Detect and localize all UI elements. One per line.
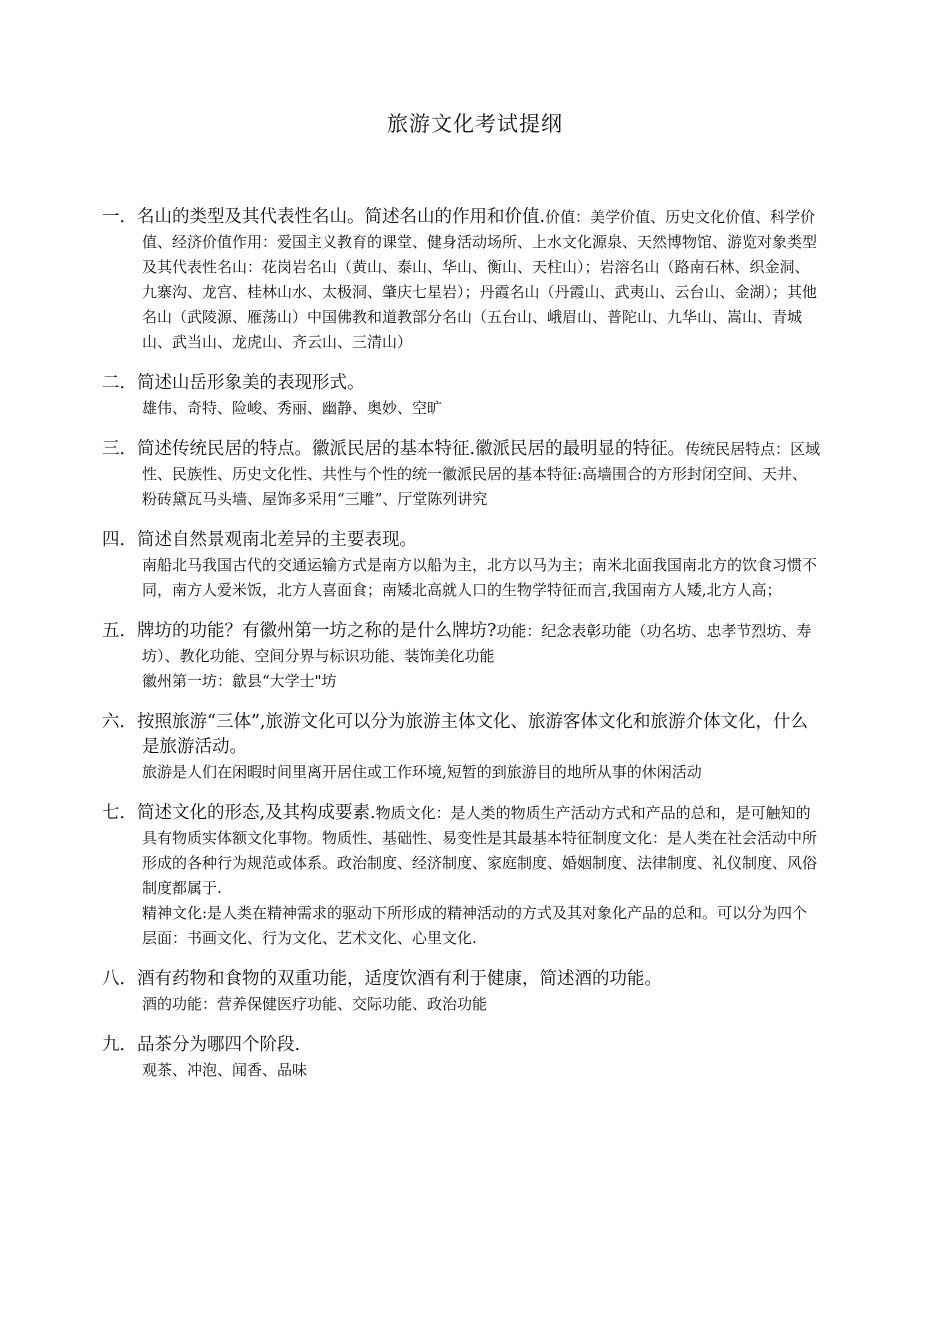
- section-answer: [122, 1058, 822, 1083]
- section-question: 牌坊的功能？有徽州第一坊之称的是什么牌坊?: [137, 621, 497, 641]
- section-answer: 传统民居特点：区域性、民族性、历史文化性、共性与个性的统一徽派民居的基本特征:高墙围合的方形封闭空间、天井、粉砖黛瓦马头墙、屋饰多采用“三雕”、厅堂陈列讲究: [142, 440, 821, 508]
- section-question: 简述传统民居的特点。徽派民居的基本特征.徽派民居的最明显的特征。: [137, 439, 686, 459]
- section-question: 按照旅游“三体”,旅游文化可以分为旅游主体文化、旅游客体文化和旅游介体文化，什么是旅游活动。: [137, 712, 808, 757]
- section-number: 五．: [102, 621, 137, 641]
- section-answer: [122, 992, 822, 1017]
- answer-paragraph: 旅游是人们在闲暇时间里离开居住或工作环境,短暂的到旅游目的地所从事的休闲活动: [142, 763, 702, 781]
- section-heading: [102, 528, 822, 553]
- section-answer: [122, 760, 822, 785]
- section-heading: [102, 205, 822, 355]
- section-heading: [102, 1033, 822, 1058]
- section-number: 一．: [102, 207, 137, 227]
- answer-paragraph: 精神文化:是人类在精神需求的驱动下所形成的精神活动的方式及其对象化产品的总和。可以分为四个层面：书画文化、行为文化、艺术文化、心里文化.: [142, 904, 808, 947]
- section-9: [102, 1033, 822, 1083]
- section-6: [102, 710, 822, 785]
- section-answer: 物质文化：是人类的物质生产活动方式和产品的总和，是可触知的具有物质实体额文化事物。物质性、基础性、易变性是其最基本特征制度文化：是人类在社会活动中所形成的各种行为规范或体系。政治制度、经济制度、家庭制度、婚姻制度、法律制度、礼仪制度、风俗制度都属于.: [142, 804, 818, 897]
- section-number: 四．: [102, 530, 137, 550]
- section-question: 简述文化的形态,及其构成要素.: [137, 803, 376, 823]
- section-3: [102, 437, 822, 512]
- section-answer: 功能：纪念表彰功能（功名坊、忠孝节烈坊、寿坊）、教化功能、空间分界与标识功能、装饰美化功能: [142, 622, 812, 665]
- section-number: 九．: [102, 1035, 137, 1055]
- section-question: 品茶分为哪四个阶段.: [137, 1035, 301, 1055]
- section-number: 七．: [102, 803, 137, 823]
- section-answer: [122, 553, 822, 603]
- section-1: [102, 205, 822, 355]
- section-number: 六．: [102, 712, 137, 732]
- section-heading: [102, 437, 822, 512]
- section-answer-extra: [122, 901, 822, 951]
- section-2: [102, 371, 822, 421]
- answer-paragraph: 南船北马我国古代的交通运输方式是南方以船为主，北方以马为主；南米北面我国南北方的饮食习惯不同，南方人爱米饭，北方人喜面食；南矮北高就人口的生物学特征而言,我国南方人矮,北方人高；: [142, 556, 818, 599]
- answer-paragraph: 酒的功能：营养保健医疗功能、交际功能、政治功能: [142, 995, 488, 1013]
- section-7: [102, 801, 822, 951]
- section-answer-extra: [122, 669, 822, 694]
- section-heading: [102, 801, 822, 901]
- document-title: 旅游文化考试提纲: [387, 112, 563, 136]
- section-5: [102, 619, 822, 694]
- document-content: [102, 205, 822, 1099]
- section-4: [102, 528, 822, 603]
- section-question: 酒有药物和食物的双重功能，适度饮酒有利于健康，简述酒的功能。: [137, 969, 662, 989]
- section-heading: [102, 371, 822, 396]
- section-heading: [102, 967, 822, 992]
- answer-paragraph: 雄伟、奇特、险峻、秀丽、幽静、奥妙、空旷: [142, 399, 443, 417]
- section-heading: [102, 710, 822, 760]
- section-answer: [122, 396, 822, 421]
- section-number: 二．: [102, 373, 137, 393]
- section-question: 简述山岳形象美的表现形式。: [137, 373, 365, 393]
- answer-paragraph: 观茶、冲泡、闻香、品味: [142, 1061, 308, 1079]
- answer-paragraph: 徽州第一坊：歙县“大学士"坊: [142, 672, 337, 690]
- section-answer: 价值：美学价值、历史文化价值、科学价值、经济价值作用：爱国主义教育的课堂、健身活动场所、上水文化源泉、天然博物馆、游览对象类型及其代表性名山：花岗岩名山（黄山、泰山、华山、衡山、天柱山）；岩溶名山（路南石林、织金洞、九寨沟、龙宫、桂林山水、太极洞、肇庆七星岩）；丹霞名山（丹霞山、武夷山、云台山、金湖）；其他名山（武陵源、雁荡山）中国佛教和道教部分名山（五台山、峨眉山、普陀山、九华山、嵩山、青城山、武当山、龙虎山、齐云山、三清山）: [142, 208, 818, 351]
- section-number: 三．: [102, 439, 137, 459]
- section-heading: [102, 619, 822, 669]
- section-number: 八．: [102, 969, 137, 989]
- section-question: 简述自然景观南北差异的主要表现。: [137, 530, 417, 550]
- section-8: [102, 967, 822, 1017]
- section-question: 名山的类型及其代表性名山。简述名山的作用和价值.: [137, 207, 546, 227]
